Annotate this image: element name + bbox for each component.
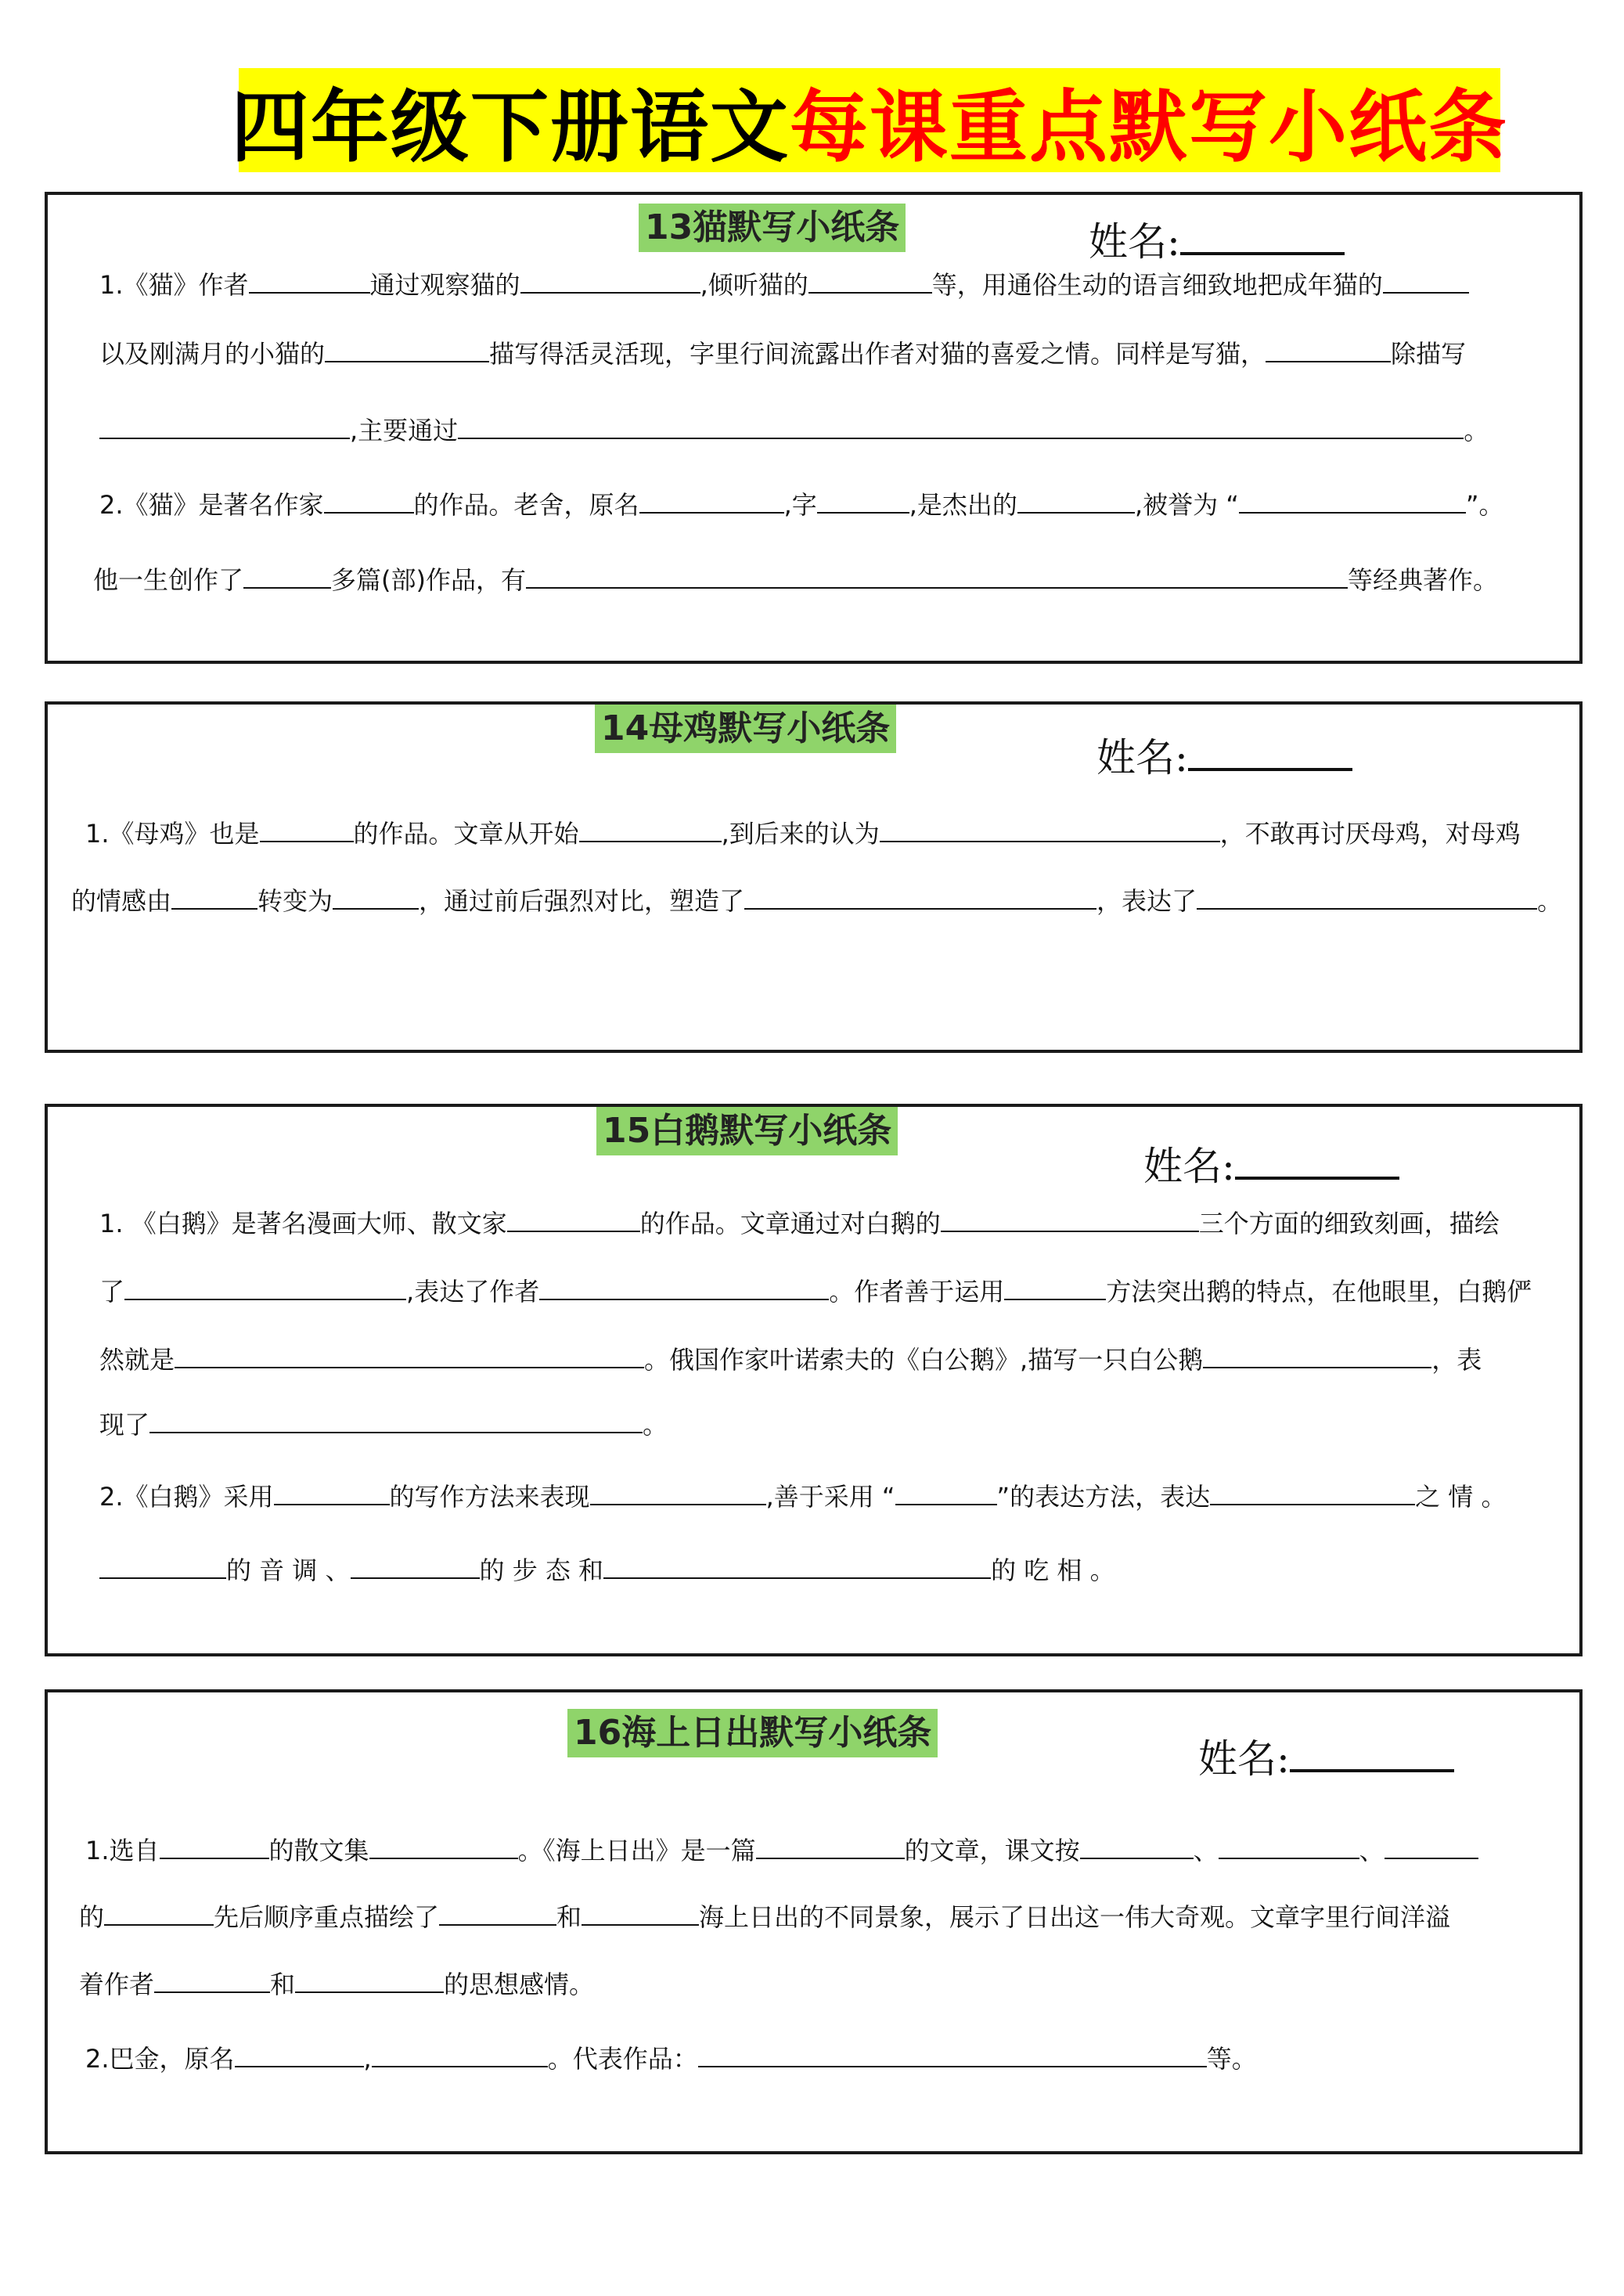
text-segment: 描写得活灵活现，字里行间流露出作者对猫的喜爱之情。同样是写猫， <box>489 339 1266 369</box>
text-segment: 的 吃 相 。 <box>991 1555 1115 1585</box>
blank[interactable] <box>351 1554 480 1579</box>
text-segment: 转变为 <box>257 886 333 916</box>
text-segment: 他一生创作了 <box>93 565 244 595</box>
blank[interactable] <box>1266 337 1391 362</box>
name-blank[interactable] <box>1188 737 1352 771</box>
blank[interactable] <box>817 488 909 514</box>
text-segment: ,主要通过 <box>350 416 459 445</box>
blank[interactable] <box>160 1834 269 1859</box>
text-segment: 1.选自 <box>85 1836 160 1865</box>
card-hen <box>45 701 1583 1053</box>
blank[interactable] <box>1197 885 1537 910</box>
text-segment: 等。 <box>1206 2044 1257 2074</box>
text-segment: 然就是 <box>99 1345 175 1375</box>
blank[interactable] <box>639 488 784 514</box>
text-segment: 的作品。文章从开始 <box>353 819 579 849</box>
fill-line <box>79 1966 594 2002</box>
text-segment: ”。 <box>1465 490 1504 520</box>
fill-line <box>79 1899 1450 1935</box>
text-segment: 。 <box>1537 886 1563 916</box>
blank[interactable] <box>171 885 257 910</box>
blank[interactable] <box>1383 269 1469 294</box>
blank[interactable] <box>744 885 1096 910</box>
text-segment: ”的表达方法，表达 <box>996 1482 1211 1512</box>
fill-line <box>99 336 1466 372</box>
text-segment: ，表达了 <box>1096 886 1197 916</box>
blank[interactable] <box>1004 1275 1106 1300</box>
card-heading: 16海上日出默写小纸条 <box>567 1709 938 1757</box>
text-segment: 。 <box>1464 416 1489 445</box>
blank[interactable] <box>539 1275 829 1300</box>
blank[interactable] <box>154 1968 270 1993</box>
fill-line <box>93 562 1498 598</box>
text-segment: 以及刚满月的小猫的 <box>99 339 326 369</box>
blank[interactable] <box>1239 488 1466 514</box>
name-label: 姓名: <box>1198 1736 1290 1782</box>
card-heading: 15白鹅默写小纸条 <box>596 1107 898 1155</box>
blank[interactable] <box>369 1834 518 1859</box>
name-field[interactable] <box>1096 726 1352 783</box>
blank[interactable] <box>520 269 700 294</box>
blank[interactable] <box>104 1901 214 1926</box>
title-part-red: 每课重点默写小纸条 <box>790 80 1508 173</box>
text-segment: 。作者善于运用 <box>829 1277 1005 1307</box>
blank[interactable] <box>295 1968 444 1993</box>
blank[interactable] <box>324 488 414 514</box>
blank[interactable] <box>260 817 354 842</box>
text-segment: ,是杰出的 <box>909 490 1017 520</box>
text-segment: 。 <box>643 1410 668 1440</box>
name-blank[interactable] <box>1235 1145 1399 1180</box>
fill-line <box>85 2041 1257 2077</box>
blank[interactable] <box>235 2042 364 2067</box>
text-segment: ,被誉为 “ <box>1134 490 1239 520</box>
text-segment: 。《海上日出》是一篇 <box>517 1836 756 1865</box>
text-segment: 海上日出的不同景象，展示了日出这一伟大奇观。文章字里行间洋溢 <box>699 1902 1451 1932</box>
text-segment: 的 步 态 和 <box>479 1555 604 1585</box>
title-part-black: 四年级下册语文 <box>231 80 790 173</box>
text-segment: 、 <box>1193 1836 1219 1865</box>
name-label: 姓名: <box>1143 1144 1235 1189</box>
blank[interactable] <box>941 1207 1199 1232</box>
blank[interactable] <box>756 1834 905 1859</box>
text-segment: ，通过前后强烈对比，塑造了 <box>419 886 745 916</box>
text-segment: 1.《母鸡》也是 <box>85 819 260 849</box>
text-segment: ,字 <box>783 490 817 520</box>
blank[interactable] <box>99 1554 226 1579</box>
text-segment: 的散文集 <box>268 1836 369 1865</box>
text-segment: 除描写 <box>1391 339 1467 369</box>
blank[interactable] <box>698 2042 1207 2067</box>
text-segment: 。代表作品： <box>547 2044 698 2074</box>
blank[interactable] <box>175 1343 644 1368</box>
blank[interactable] <box>439 1901 556 1926</box>
text-segment: 的文章，课文按 <box>904 1836 1080 1865</box>
text-segment: 1. 《白鹅》是著名漫画大师、散文家 <box>99 1209 507 1238</box>
name-field[interactable] <box>1143 1135 1399 1191</box>
text-segment: 着作者 <box>79 1970 155 1999</box>
text-segment: 和 <box>270 1970 296 1999</box>
blank[interactable] <box>808 269 932 294</box>
name-field[interactable] <box>1089 211 1345 267</box>
text-segment: 的情感由 <box>71 886 172 916</box>
text-segment: 的思想感情。 <box>444 1970 595 1999</box>
text-segment: 的 <box>79 1902 105 1932</box>
text-segment: 通过观察猫的 <box>369 270 520 300</box>
text-segment: 2.巴金，原名 <box>85 2044 235 2074</box>
text-segment: 的 音 调 、 <box>226 1555 351 1585</box>
text-segment: 2.《白鹅》采用 <box>99 1482 274 1512</box>
blank[interactable] <box>1219 1834 1359 1859</box>
text-segment: 的写作方法来表现 <box>389 1482 590 1512</box>
text-segment: ,善于采用 “ <box>765 1482 895 1512</box>
text-segment: 2.《猫》是著名作家 <box>99 490 324 520</box>
blank[interactable] <box>333 885 419 910</box>
text-segment: 之 情 。 <box>1415 1482 1507 1512</box>
fill-line <box>99 1407 668 1443</box>
fill-line <box>85 816 1521 852</box>
text-segment: 等经典著作。 <box>1348 565 1499 595</box>
text-segment: 现了 <box>99 1410 150 1440</box>
card-sunrise <box>45 1689 1583 2154</box>
blank[interactable] <box>274 1480 390 1505</box>
fill-line <box>71 883 1562 919</box>
card-heading: 13猫默写小纸条 <box>639 204 906 252</box>
card-heading: 14母鸡默写小纸条 <box>595 705 896 753</box>
text-segment: 了 <box>99 1277 125 1307</box>
fill-line <box>99 1274 1532 1310</box>
name-label: 姓名: <box>1096 735 1188 780</box>
blank[interactable] <box>579 817 722 842</box>
text-segment: 1.《猫》作者 <box>99 270 249 300</box>
text-segment: 先后顺序重点描绘了 <box>214 1902 440 1932</box>
text-segment: ,到后来的认为 <box>721 819 880 849</box>
blank[interactable] <box>526 564 1348 589</box>
page-title <box>231 68 1508 173</box>
text-segment: 的作品。老舍，原名 <box>413 490 639 520</box>
fill-line <box>99 267 1469 303</box>
blank[interactable] <box>1210 1480 1415 1505</box>
blank[interactable] <box>243 564 331 589</box>
blank[interactable] <box>507 1207 640 1232</box>
blank[interactable] <box>149 1408 643 1433</box>
card-goose <box>45 1104 1583 1656</box>
text-segment: 和 <box>556 1902 582 1932</box>
blank[interactable] <box>880 817 1220 842</box>
text-segment: 方法突出鹅的特点，在他眼里，白鹅俨 <box>1106 1277 1532 1307</box>
blank[interactable] <box>124 1275 406 1300</box>
text-segment: ，表 <box>1431 1345 1482 1375</box>
blank[interactable] <box>1385 1834 1478 1859</box>
name-label: 姓名: <box>1089 219 1180 265</box>
blank[interactable] <box>895 1480 997 1505</box>
name-field[interactable] <box>1198 1728 1454 1784</box>
blank[interactable] <box>249 269 370 294</box>
card-cat <box>45 192 1583 664</box>
blank[interactable] <box>1080 1834 1194 1859</box>
text-segment: , <box>363 2044 372 2074</box>
blank[interactable] <box>325 337 489 362</box>
text-segment: 等，用通俗生动的语言细致地把成年猫的 <box>931 270 1383 300</box>
text-segment: 的作品。文章通过对白鹅的 <box>639 1209 941 1238</box>
blank[interactable] <box>603 1554 991 1579</box>
fill-line <box>99 413 1489 449</box>
text-segment: 三个方面的细致刻画，描绘 <box>1198 1209 1500 1238</box>
blank[interactable] <box>582 1901 699 1926</box>
blank[interactable] <box>1203 1343 1431 1368</box>
fill-line <box>99 1206 1500 1242</box>
name-blank[interactable] <box>1180 221 1345 255</box>
name-blank[interactable] <box>1290 1738 1454 1772</box>
text-segment: 多篇(部)作品，有 <box>331 565 526 595</box>
blank[interactable] <box>458 414 1464 439</box>
blank[interactable] <box>99 414 350 439</box>
blank[interactable] <box>372 2042 548 2067</box>
text-segment: 、 <box>1359 1836 1385 1865</box>
fill-line <box>85 1833 1478 1869</box>
fill-line <box>99 487 1503 523</box>
text-segment: ,倾听猫的 <box>700 270 808 300</box>
text-segment: ,表达了作者 <box>406 1277 540 1307</box>
text-segment: 。俄国作家叶诺索夫的《白公鹅》,描写一只白公鹅 <box>644 1345 1204 1375</box>
fill-line <box>99 1479 1506 1515</box>
fill-line <box>99 1342 1482 1378</box>
blank[interactable] <box>590 1480 766 1505</box>
fill-line <box>99 1552 1115 1588</box>
blank[interactable] <box>1017 488 1135 514</box>
text-segment: ，不敢再讨厌母鸡，对母鸡 <box>1219 819 1521 849</box>
